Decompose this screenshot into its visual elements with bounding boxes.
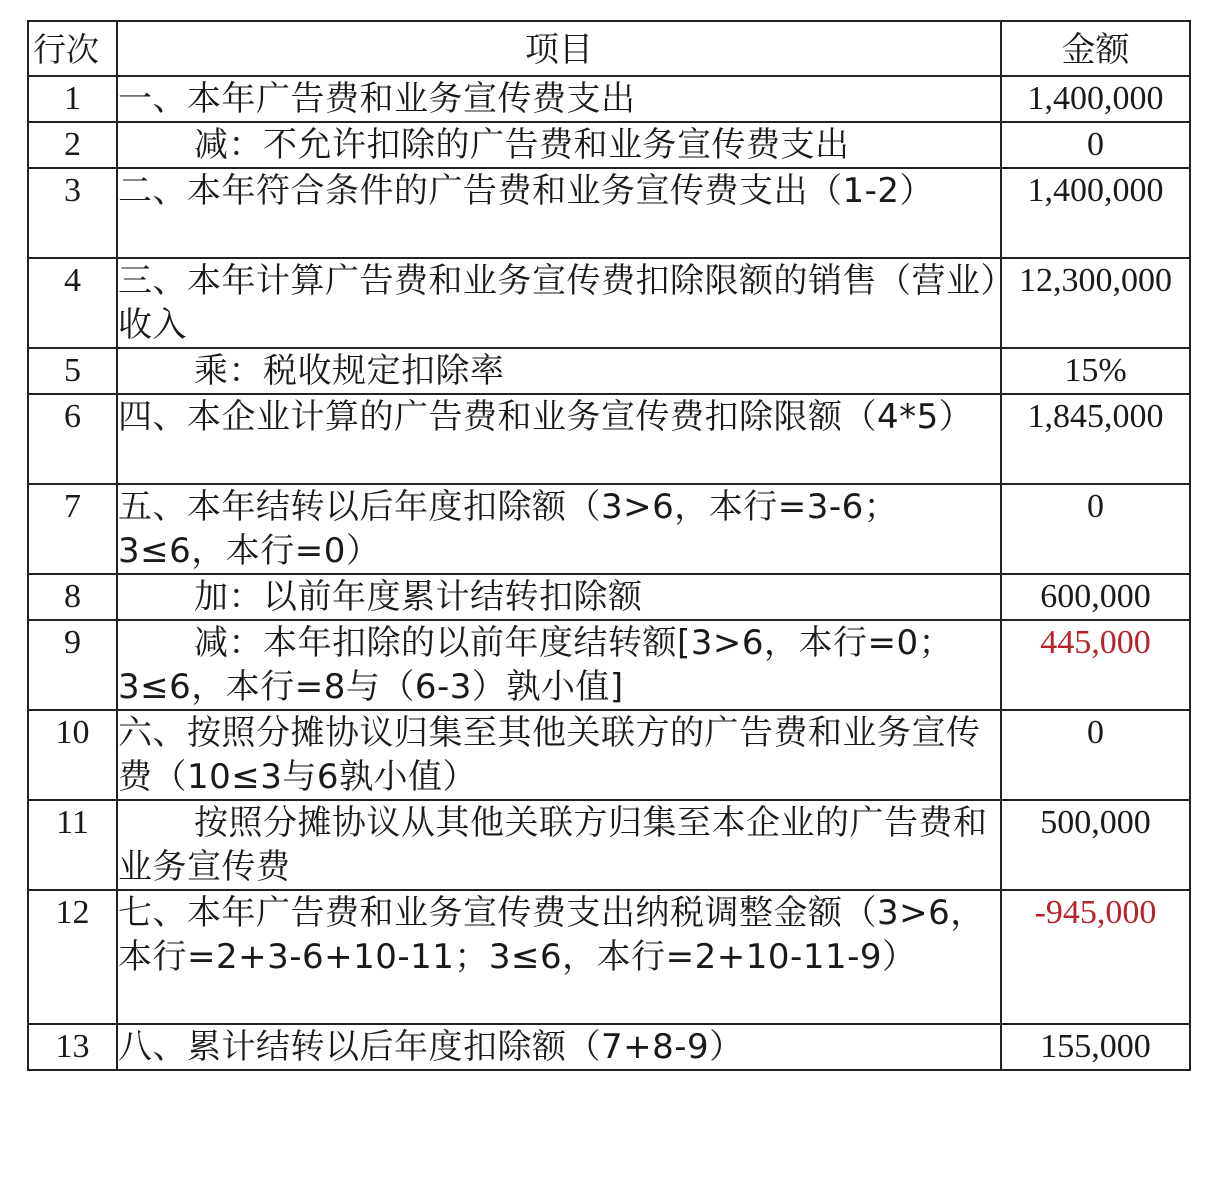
table-row <box>28 258 1190 348</box>
header-item: 项目 <box>117 21 1001 76</box>
row-amount: 0 <box>1001 710 1190 800</box>
row-item-text: 一、本年广告费和业务宣传费支出 <box>118 79 636 119</box>
row-item-text: 加：以前年度累计结转扣除额 <box>194 577 643 617</box>
row-item-text: 减：本年扣除的以前年度结转额[3>6，本行=0；3≤6，本行=8与（6-3）孰小值] <box>118 623 954 707</box>
row-amount: 445,000 <box>1001 620 1190 710</box>
row-item-cell <box>117 890 1001 1024</box>
row-line-number: 5 <box>28 348 117 394</box>
header-amount: 金额 <box>1001 21 1190 76</box>
row-item-text: 七、本年广告费和业务宣传费支出纳税调整金额（3>6，本行=2+3-6+10-11；3≤6，本行=2+10-11-9） <box>118 893 985 977</box>
row-item-cell <box>117 800 1001 890</box>
table-row <box>28 710 1190 800</box>
row-amount: 155,000 <box>1001 1024 1190 1070</box>
row-amount: -945,000 <box>1001 890 1190 1024</box>
row-item-text: 六、按照分摊协议归集至其他关联方的广告费和业务宣传费（10≤3与6孰小值） <box>118 713 981 797</box>
row-line-number: 8 <box>28 574 117 620</box>
row-line-number: 12 <box>28 890 117 1024</box>
row-line-number: 9 <box>28 620 117 710</box>
row-item-text: 按照分摊协议从其他关联方归集至本企业的广告费和业务宣传费 <box>118 803 988 887</box>
row-item-text: 四、本企业计算的广告费和业务宣传费扣除限额（4*5） <box>118 397 974 437</box>
table-body <box>28 76 1190 1070</box>
row-item-cell <box>117 168 1001 258</box>
row-item-cell <box>117 122 1001 168</box>
table-row <box>28 1024 1190 1070</box>
row-amount: 12,300,000 <box>1001 258 1190 348</box>
row-line-number: 13 <box>28 1024 117 1070</box>
row-line-number: 4 <box>28 258 117 348</box>
row-line-number: 3 <box>28 168 117 258</box>
tax-adjustment-table <box>27 20 1191 1071</box>
table-row <box>28 890 1190 1024</box>
table-row <box>28 122 1190 168</box>
row-item-text: 减：不允许扣除的广告费和业务宣传费支出 <box>194 125 850 165</box>
table-row <box>28 574 1190 620</box>
row-item-text: 八、累计结转以后年度扣除额（7+8-9） <box>118 1027 744 1067</box>
row-amount: 1,400,000 <box>1001 76 1190 122</box>
row-line-number: 7 <box>28 484 117 574</box>
row-amount: 600,000 <box>1001 574 1190 620</box>
row-amount: 500,000 <box>1001 800 1190 890</box>
row-item-cell <box>117 710 1001 800</box>
table-row <box>28 800 1190 890</box>
row-item-text: 五、本年结转以后年度扣除额（3>6，本行=3-6；3≤6，本行=0） <box>118 487 899 571</box>
row-item-text: 三、本年计算广告费和业务宣传费扣除限额的销售（营业）收入 <box>118 261 998 345</box>
row-item-cell <box>117 348 1001 394</box>
row-item-cell <box>117 258 1001 348</box>
row-line-number: 6 <box>28 394 117 484</box>
table-row <box>28 394 1190 484</box>
row-line-number: 1 <box>28 76 117 122</box>
table-row <box>28 620 1190 710</box>
row-amount: 1,400,000 <box>1001 168 1190 258</box>
header-row <box>28 21 1190 76</box>
row-amount: 0 <box>1001 484 1190 574</box>
row-line-number: 2 <box>28 122 117 168</box>
table-row <box>28 168 1190 258</box>
header-line-number: 行次 <box>28 21 117 76</box>
row-item-cell <box>117 76 1001 122</box>
row-item-cell <box>117 484 1001 574</box>
row-line-number: 11 <box>28 800 117 890</box>
table-row <box>28 484 1190 574</box>
table-row <box>28 348 1190 394</box>
row-item-cell <box>117 620 1001 710</box>
row-line-number: 10 <box>28 710 117 800</box>
row-amount: 0 <box>1001 122 1190 168</box>
row-item-cell <box>117 394 1001 484</box>
row-item-text: 二、本年符合条件的广告费和业务宣传费支出（1-2） <box>118 171 935 211</box>
row-item-text: 乘：税收规定扣除率 <box>194 351 505 391</box>
row-amount: 15% <box>1001 348 1190 394</box>
table-row <box>28 76 1190 122</box>
row-amount: 1,845,000 <box>1001 394 1190 484</box>
row-item-cell <box>117 1024 1001 1070</box>
row-item-cell <box>117 574 1001 620</box>
